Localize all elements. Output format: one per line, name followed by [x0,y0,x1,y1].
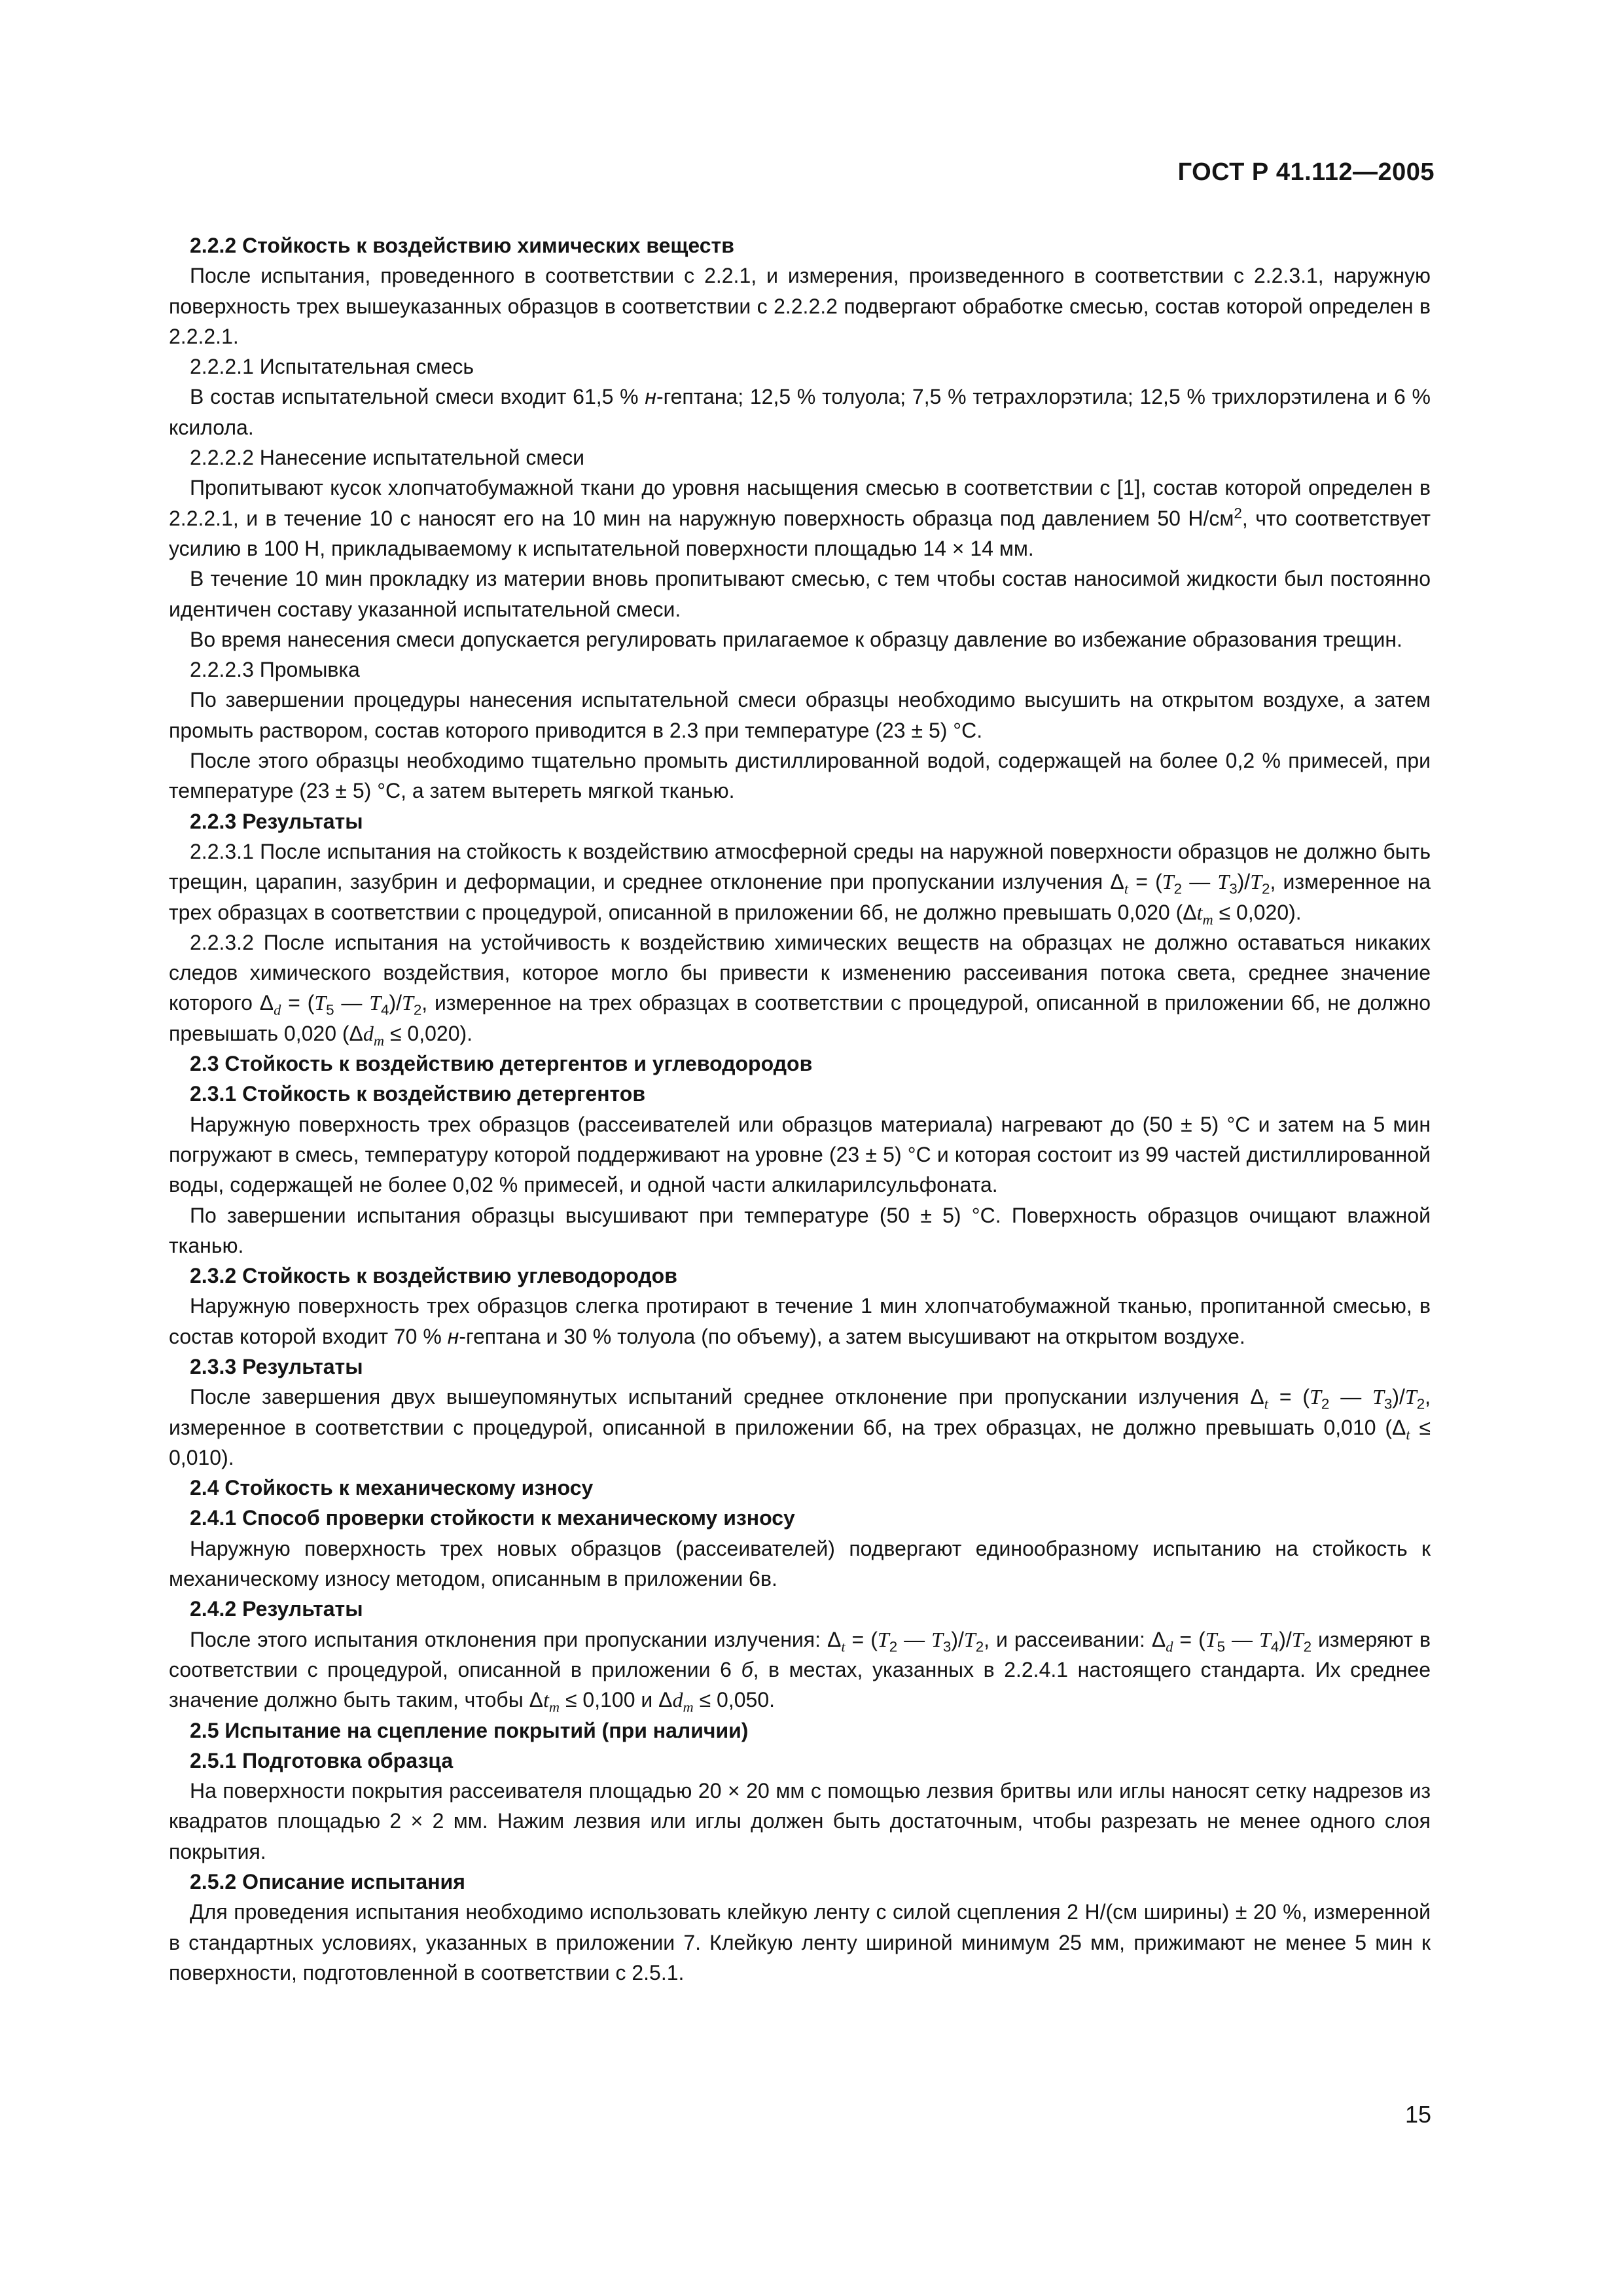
paragraph: На поверхности покрытия рассеивателя площадью 20 × 20 мм с помощью лезвия бритвы или иглы наносят сетку надрезов из квадратов площадью 2 × 2 мм. Нажим лезвия или иглы должен быть достаточным, чтобы разрезать не менее одного слоя покрытия. [169,1779,1431,1863]
section-heading-2-5: 2.5 Испытание на сцепление покрытий (при наличии) [190,1718,749,1742]
document-body [169,230,1431,1988]
paragraph: После этого образцы необходимо тщательно промыть дистиллированной водой, содержащей на более 0,2 % примесей, при температуре (23 ± 5) °С, а затем вытереть мягкой тканью. [169,749,1431,803]
subsection-heading-2-2-2-3: 2.2.2.3 Промывка [190,658,360,682]
paragraph: После этого испытания отклонения при пропускании излучения: $\Delta_t = (T_2$ — $T_3)/T_2$, и рассеивании: $\Delta_d = (T_5$ — $T_4)/T_2$ измеряют в соответствии с процедурой, описанной в приложении 6 б, в местах, указанных в 2.2.4.1 настоящего стандарта. Их среднее значение должно быть таким, чтобы $\Delta t_m \le 0,100$ и $\Delta d_m \le 0,050$. [169,1627,1431,1715]
paragraph: Наружную поверхность трех новых образцов (рассеивателей) подвергают единообразному испытанию на стойкость к механическому износу методом, описанным в приложении 6в. [169,1536,1431,1591]
document-id: ГОСТ Р 41.112—2005 [1177,158,1435,186]
paragraph: Наружную поверхность трех образцов слегка протирают в течение 1 мин хлопчатобумажной тканью, пропитанной смесью, в состав которой входит 70 % н-гептана и 30 % толуола (по объему), а затем высушивают на открытом воздухе. [169,1294,1431,1348]
subsection-heading-2-2-2-2: 2.2.2.2 Нанесение испытательной смеси [190,446,585,470]
paragraph: 2.2.3.2 После испытания на устойчивость к воздействию химических веществ на образцах не должно оставаться никаких следов химического воздействия, которое могло бы привести к изменению рассеивания потока света, среднее значение которого $\Delta_d = (T_5$ — $T_4)/T_2$, измеренное на трех образцах в соответствии с процедурой, описанной в приложении 6б, не должно превышать 0,020 $(\Delta d_m \le 0,020)$. [169,930,1431,1049]
section-heading-2-4-2: 2.4.2 Результаты [190,1597,363,1621]
section-heading-2-2-3: 2.2.3 Результаты [190,809,363,833]
page-number: 15 [1404,2101,1431,2128]
section-heading-2-5-1: 2.5.1 Подготовка образца [190,1748,454,1772]
paragraph: Во время нанесения смеси допускается регулировать прилагаемое к образцу давление во избежание образования трещин. [190,627,1402,651]
paragraph: 2.2.3.1 После испытания на стойкость к воздействию атмосферной среды на наружной поверхности образцов не должно быть трещин, царапин, зазубрин и деформации, и среднее отклонение при пропускании излучения $\Delta_t = (T_2$ — $T_3)/T_2$, измеренное на трех образцах в соответствии с процедурой, описанной в приложении 6б, не должно превышать 0,020 $(\Delta t_m \le 0,020)$. [169,839,1431,927]
subsection-heading-2-2-2-1: 2.2.2.1 Испытательная смесь [190,355,474,379]
paragraph: В течение 10 мин прокладку из материи вновь пропитывают смесью, с тем чтобы состав наносимой жидкости был постоянно идентичен составу указанной испытательной смеси. [169,567,1431,621]
section-heading-2-2-2: 2.2.2 Стойкость к воздействию химических веществ [190,234,734,257]
section-heading-2-4: 2.4 Стойкость к механическому износу [190,1476,594,1500]
paragraph: После завершения двух вышеупомянутых испытаний среднее отклонение при пропускании излучения $\Delta_t = (T_2$ — $T_3)/T_2$, измеренное в соответствии с процедурой, описанной в приложении 6б, на трех образцах, не должно превышать 0,010 $(\Delta_t \le 0,010)$. [169,1385,1431,1469]
section-heading-2-3-3: 2.3.3 Результаты [190,1354,363,1378]
paragraph: Для проведения испытания необходимо использовать клейкую ленту с силой сцепления 2 Н/(см ширины) ± 20 %, измеренной в стандартных условиях, указанных в приложении 7. Клейкую ленту шириной минимум 25 мм, прижимают не менее 5 мин к поверхности, подготовленной в соответствии с 2.5.1. [169,1900,1431,1984]
section-heading-2-4-1: 2.4.1 Способ проверки стойкости к механическому износу [190,1506,795,1530]
paragraph: После испытания, проведенного в соответствии с 2.2.1, и измерения, произведенного в соответствии с 2.2.3.1, наружную поверхность трех вышеуказанных образцов в соответствии с 2.2.2.2 подвергают обработке смесью, состав которой определен в 2.2.2.1. [169,264,1431,348]
section-heading-2-5-2: 2.5.2 Описание испытания [190,1870,465,1894]
paragraph: По завершении процедуры нанесения испытательной смеси образцы необходимо высушить на открытом воздухе, а затем промыть раствором, состав которого приводится в 2.3 при температуре (23 ± 5) °С. [169,688,1431,742]
paragraph: В состав испытательной смеси входит 61,5 % н-гептана; 12,5 % толуола; 7,5 % тетрахлорэтила; 12,5 % трихлорэтилена и 6 % ксилола. [169,385,1431,439]
paragraph: Наружную поверхность трех образцов (рассеивателей или образцов материала) нагревают до (50 ± 5) °С и затем на 5 мин погружают в смесь, температуру которой поддерживают на уровне (23 ± 5) °С и которая состоит из 99 частей дистиллированной воды, содержащей не более 0,02 % примесей, и одной части алкиларилсульфоната. [169,1112,1431,1197]
section-heading-2-3: 2.3 Стойкость к воздействию детергентов и углеводородов [190,1052,813,1076]
paragraph: Пропитывают кусок хлопчатобумажной ткани до уровня насыщения смесью в соответствии с [1], состав которой определен в 2.2.2.1, и в течение 10 с наносят его на 10 мин на наружную поверхность образца под давлением 50 $Н/см^2$, что соответствует усилию в 100 Н, прикладываемому к испытательной поверхности площадью 14 × 14 мм. [169,476,1431,560]
paragraph: По завершении испытания образцы высушивают при температуре (50 ± 5) °С. Поверхность образцов очищают влажной тканью. [169,1203,1431,1257]
section-heading-2-3-2: 2.3.2 Стойкость к воздействию углеводородов [190,1264,677,1288]
section-heading-2-3-1: 2.3.1 Стойкость к воздействию детергентов [190,1082,646,1106]
